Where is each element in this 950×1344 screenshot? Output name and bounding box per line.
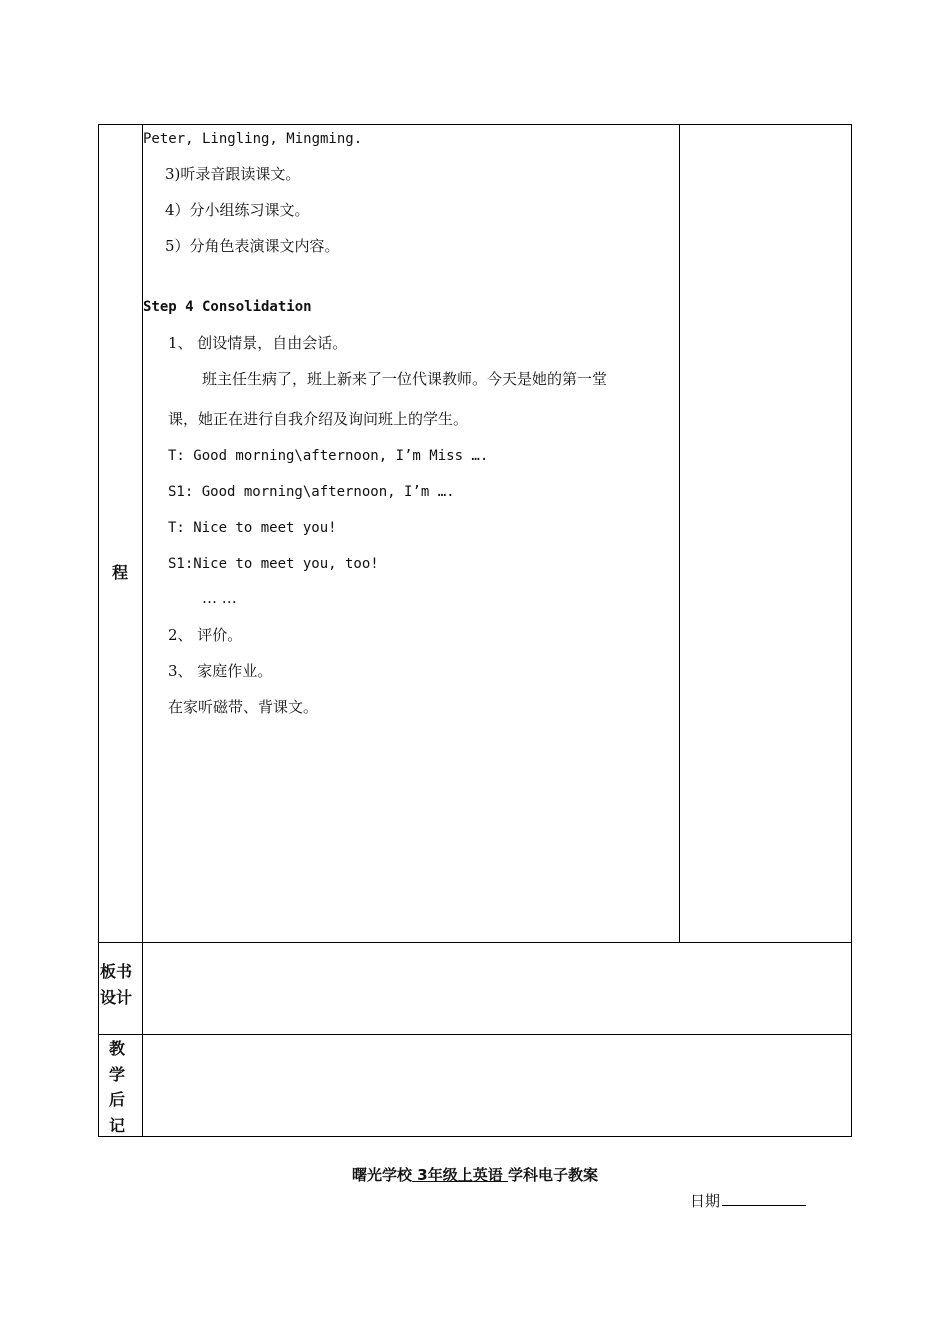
- content-line: 5）分角色表演课文内容。: [165, 237, 340, 255]
- board-design-label-line1: 板书: [99, 962, 132, 981]
- row-divider-notes: [98, 1034, 852, 1035]
- ellipsis-line: … …: [202, 589, 237, 607]
- content-line: 班主任生病了，班上新来了一位代课教师。今天是她的第一堂: [202, 370, 608, 388]
- table-border-right: [851, 124, 852, 1137]
- date-blank: [722, 1190, 806, 1206]
- content-line: 2、 评价。: [168, 626, 243, 644]
- dialogue-line: T: Good morning\afternoon, I’m Miss ….: [168, 448, 489, 464]
- label-column-divider: [142, 124, 143, 1137]
- row-divider-board: [98, 942, 852, 943]
- step-heading: Step 4 Consolidation: [143, 299, 312, 315]
- teaching-notes-char: 教: [108, 1039, 125, 1058]
- grade-subject: 3年级上英语: [412, 1166, 508, 1184]
- dialogue-line: S1:Nice to meet you, too!: [168, 556, 379, 572]
- table-border-top: [98, 124, 852, 125]
- teaching-notes-char: 学: [108, 1064, 125, 1084]
- school-name: 曙光学校: [352, 1166, 413, 1184]
- content-line: 4）分小组练习课文。: [165, 201, 310, 219]
- notes-column-divider: [679, 124, 680, 942]
- content-line: 1、 创设情景，自由会话。: [168, 334, 348, 352]
- content-line: 在家听磁带、背课文。: [168, 698, 319, 716]
- content-line: 课，她正在进行自我介绍及询问班上的学生。: [168, 410, 469, 428]
- teaching-notes-char: 记: [108, 1115, 125, 1135]
- content-line: 3、 家庭作业。: [168, 662, 273, 680]
- board-design-label-line2: 设计: [99, 988, 132, 1007]
- footer-title: [0, 1164, 950, 1185]
- table-border-bottom: [98, 1136, 852, 1137]
- date-label: 日期: [690, 1192, 721, 1210]
- content-line: Peter, Lingling, Mingming.: [143, 131, 363, 147]
- content-line: 3)听录音跟读课文。: [165, 165, 301, 183]
- process-side-label: 程: [111, 563, 128, 582]
- title-suffix: 学科电子教案: [507, 1166, 598, 1184]
- dialogue-line: S1: Good morning\afternoon, I’m ….: [168, 484, 455, 500]
- board-design-label: [96, 959, 136, 1011]
- teaching-notes-label: [97, 1036, 137, 1138]
- teaching-notes-char: 后: [108, 1090, 125, 1109]
- date-field: [690, 1190, 806, 1211]
- dialogue-line: T: Nice to meet you!: [168, 520, 337, 536]
